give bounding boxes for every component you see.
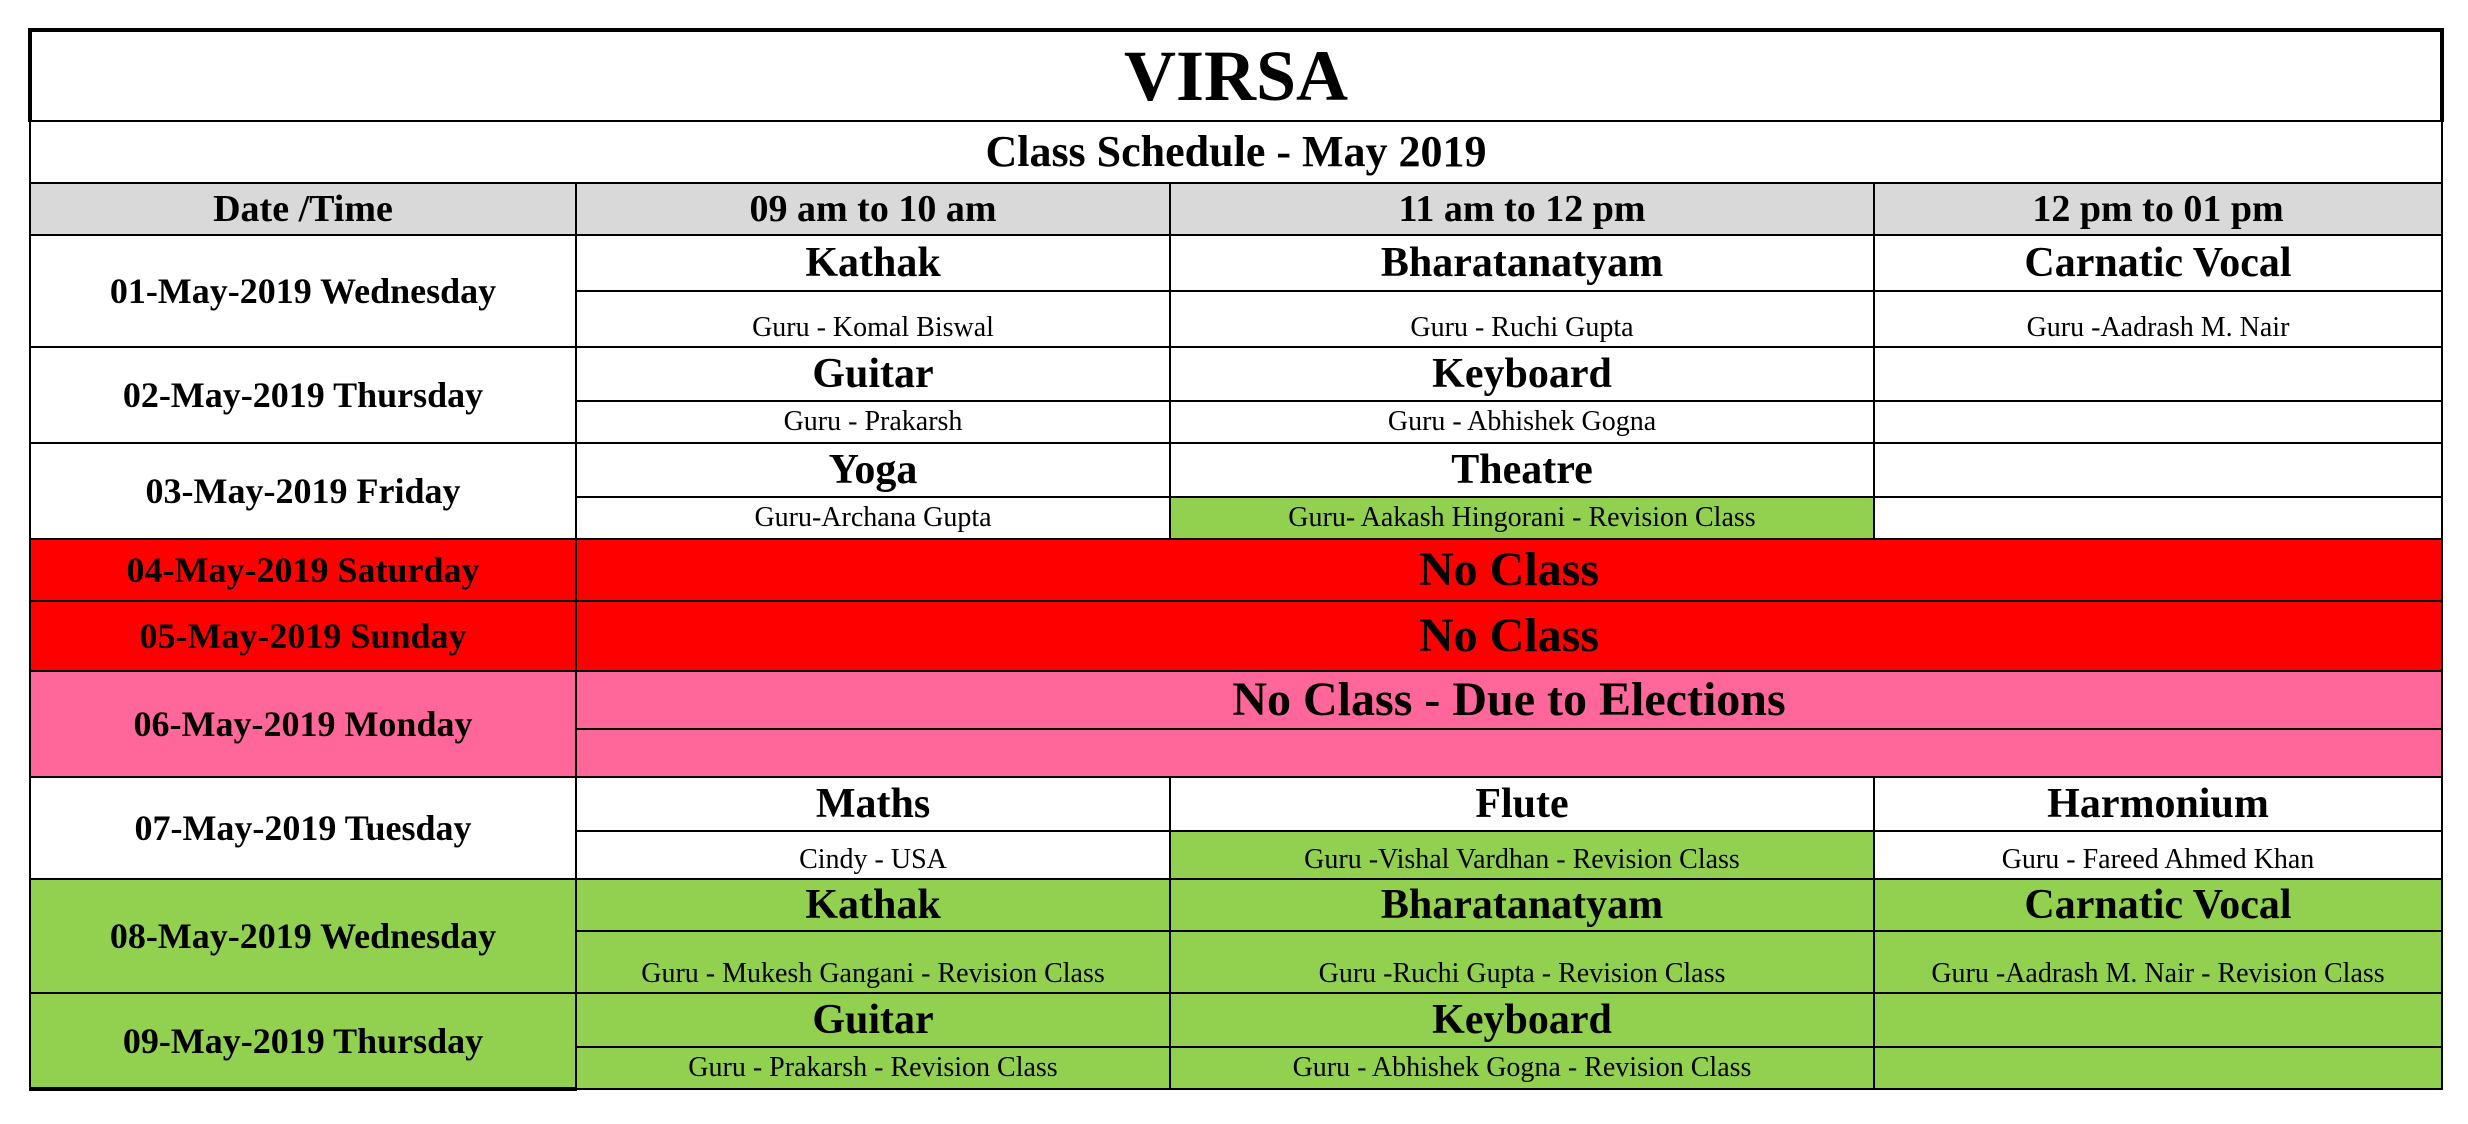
empty-cell <box>1874 993 2442 1047</box>
guru-cell-revision: Guru -Vishal Vardhan - Revision Class <box>1170 831 1874 879</box>
guru-cell: Guru-Archana Gupta <box>576 497 1170 539</box>
subject-cell: Guitar <box>576 993 1170 1047</box>
guru-cell: Guru - Abhishek Gogna <box>1170 401 1874 443</box>
empty-cell <box>1874 347 2442 401</box>
date-cell: 06-May-2019 Monday <box>30 671 576 777</box>
schedule-subtitle: Class Schedule - May 2019 <box>30 121 2442 183</box>
subject-cell: Keyboard <box>1170 347 1874 401</box>
guru-cell-revision: Guru -Ruchi Gupta - Revision Class <box>1170 931 1874 993</box>
subject-cell: Carnatic Vocal <box>1874 879 2442 931</box>
header-slot-3: 12 pm to 01 pm <box>1874 183 2442 235</box>
guru-cell: Cindy - USA <box>576 831 1170 879</box>
guru-cell-revision: Guru - Prakarsh - Revision Class <box>576 1047 1170 1089</box>
empty-cell <box>1874 1047 2442 1089</box>
subject-cell: Keyboard <box>1170 993 1874 1047</box>
subject-cell: Guitar <box>576 347 1170 401</box>
subject-cell: Maths <box>576 777 1170 831</box>
date-cell: 04-May-2019 Saturday <box>30 539 576 601</box>
subject-cell: Yoga <box>576 443 1170 497</box>
header-slot-1: 09 am to 10 am <box>576 183 1170 235</box>
guru-cell-revision: Guru - Abhishek Gogna - Revision Class <box>1170 1047 1874 1089</box>
header-slot-2: 11 am to 12 pm <box>1170 183 1874 235</box>
empty-cell <box>576 729 2442 777</box>
guru-cell: Guru - Fareed Ahmed Khan <box>1874 831 2442 879</box>
subject-cell: Harmonium <box>1874 777 2442 831</box>
date-cell: 07-May-2019 Tuesday <box>30 777 576 879</box>
guru-cell: Guru - Komal Biswal <box>576 291 1170 347</box>
subject-cell: Kathak <box>576 235 1170 291</box>
guru-cell-revision: Guru- Aakash Hingorani - Revision Class <box>1170 497 1874 539</box>
no-class-cell: No Class <box>576 539 2442 601</box>
guru-cell: Guru - Prakarsh <box>576 401 1170 443</box>
date-cell: 01-May-2019 Wednesday <box>30 235 576 347</box>
subject-cell: Flute <box>1170 777 1874 831</box>
guru-cell: Guru -Aadrash M. Nair <box>1874 291 2442 347</box>
empty-cell <box>1874 497 2442 539</box>
subject-cell: Kathak <box>576 879 1170 931</box>
date-cell: 02-May-2019 Thursday <box>30 347 576 443</box>
date-cell: 03-May-2019 Friday <box>30 443 576 539</box>
class-schedule-table <box>28 28 2444 1091</box>
guru-cell-revision: Guru - Mukesh Gangani - Revision Class <box>576 931 1170 993</box>
subject-cell: Theatre <box>1170 443 1874 497</box>
no-class-cell: No Class <box>576 601 2442 671</box>
no-class-elections-cell: No Class - Due to Elections <box>576 671 2442 729</box>
subject-cell: Bharatanatyam <box>1170 879 1874 931</box>
date-cell: 09-May-2019 Thursday <box>30 993 576 1089</box>
guru-cell: Guru - Ruchi Gupta <box>1170 291 1874 347</box>
date-cell: 05-May-2019 Sunday <box>30 601 576 671</box>
schedule-title: VIRSA <box>30 30 2442 121</box>
empty-cell <box>1874 443 2442 497</box>
header-date-time: Date /Time <box>30 183 576 235</box>
guru-cell-revision: Guru -Aadrash M. Nair - Revision Class <box>1874 931 2442 993</box>
subject-cell: Carnatic Vocal <box>1874 235 2442 291</box>
date-cell: 08-May-2019 Wednesday <box>30 879 576 993</box>
empty-cell <box>1874 401 2442 443</box>
subject-cell: Bharatanatyam <box>1170 235 1874 291</box>
